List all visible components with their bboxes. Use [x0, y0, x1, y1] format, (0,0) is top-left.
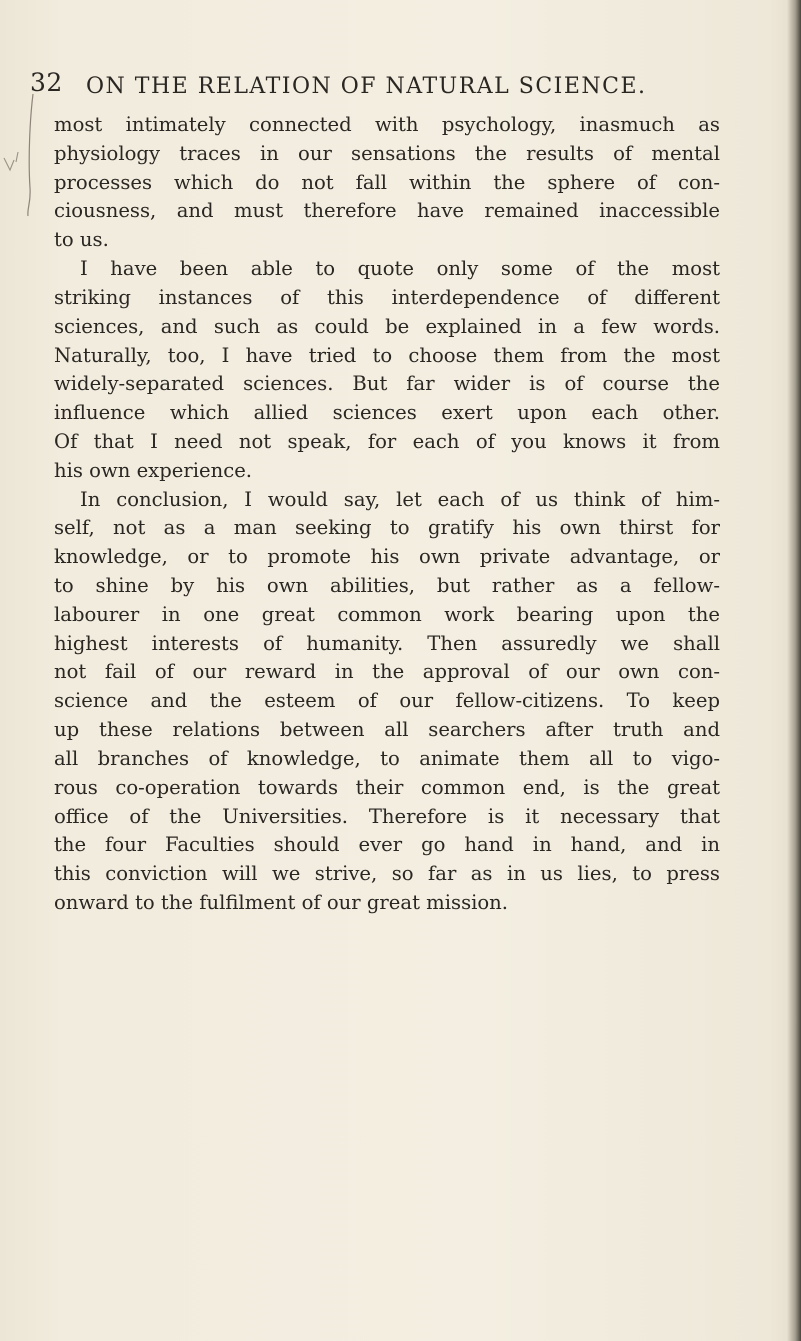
text-line: knowledge, or to promote his own private advantage, or — [54, 545, 720, 569]
text-line: physiology traces in our sensations the results of mental — [54, 141, 720, 165]
text-line: to shine by his own abilities, but rather as a fellow- — [54, 574, 720, 597]
text-line: Of that I need not speak, for each of you knows it from — [54, 429, 720, 453]
text-line: office of the Universities. Therefore is it necessary that — [54, 804, 720, 828]
text-line: science and the esteem of our fellow-citizens. To keep — [54, 689, 720, 713]
text-line: up these relations between all searchers after truth and — [54, 718, 720, 742]
text-line: Naturally, too, I have tried to choose them from the most — [54, 343, 720, 367]
text-line: onward to the fulfilment of our great mission. — [54, 890, 509, 914]
text-line: sciences, and such as could be explained in a few words. — [54, 314, 720, 338]
text-line: widely-separated sciences. But far wider is of course the — [54, 372, 720, 396]
text-line: all branches of knowledge, to animate them all to vigo- — [54, 746, 720, 770]
text-line: to us. — [54, 228, 109, 252]
text-line: the four Faculties should ever go hand in hand, and in — [54, 833, 720, 857]
text-line: labourer in one great common work bearing upon the — [54, 602, 720, 626]
text-line: not fail of our reward in the approval of our own con- — [54, 660, 720, 684]
text-line: striking instances of this interdependence of different — [54, 285, 720, 309]
text-line: this conviction will we strive, so far as in us lies, to press — [54, 862, 720, 886]
body-text — [54, 111, 720, 918]
text-line: highest interests of humanity. Then assuredly we shall — [54, 631, 720, 655]
text-line: ciousness, and must therefore have remained inaccessible — [54, 199, 720, 223]
pencil-margin-mark-icon — [0, 88, 60, 238]
text-line: self, not as a man seeking to gratify his own thirst for — [54, 516, 720, 540]
text-line: I have been able to quote only some of the most — [80, 257, 720, 281]
text-line: most intimately connected with psychology, inasmuch as — [54, 113, 720, 136]
text-line: his own experience. — [54, 458, 253, 482]
page-edge-shadow — [787, 0, 801, 1341]
text-line: processes which do not fall within the sphere of con- — [54, 170, 720, 194]
running-title: ON THE RELATION OF NATURAL SCIENCE. — [86, 74, 647, 99]
text-line: influence which allied sciences exert upon each other. — [54, 401, 720, 425]
text-line: rous co-operation towards their common end, is the great — [54, 775, 720, 799]
text-line: In conclusion, I would say, let each of us think of him- — [80, 487, 720, 511]
page-header — [30, 68, 750, 108]
page-number: 32 — [30, 68, 63, 97]
